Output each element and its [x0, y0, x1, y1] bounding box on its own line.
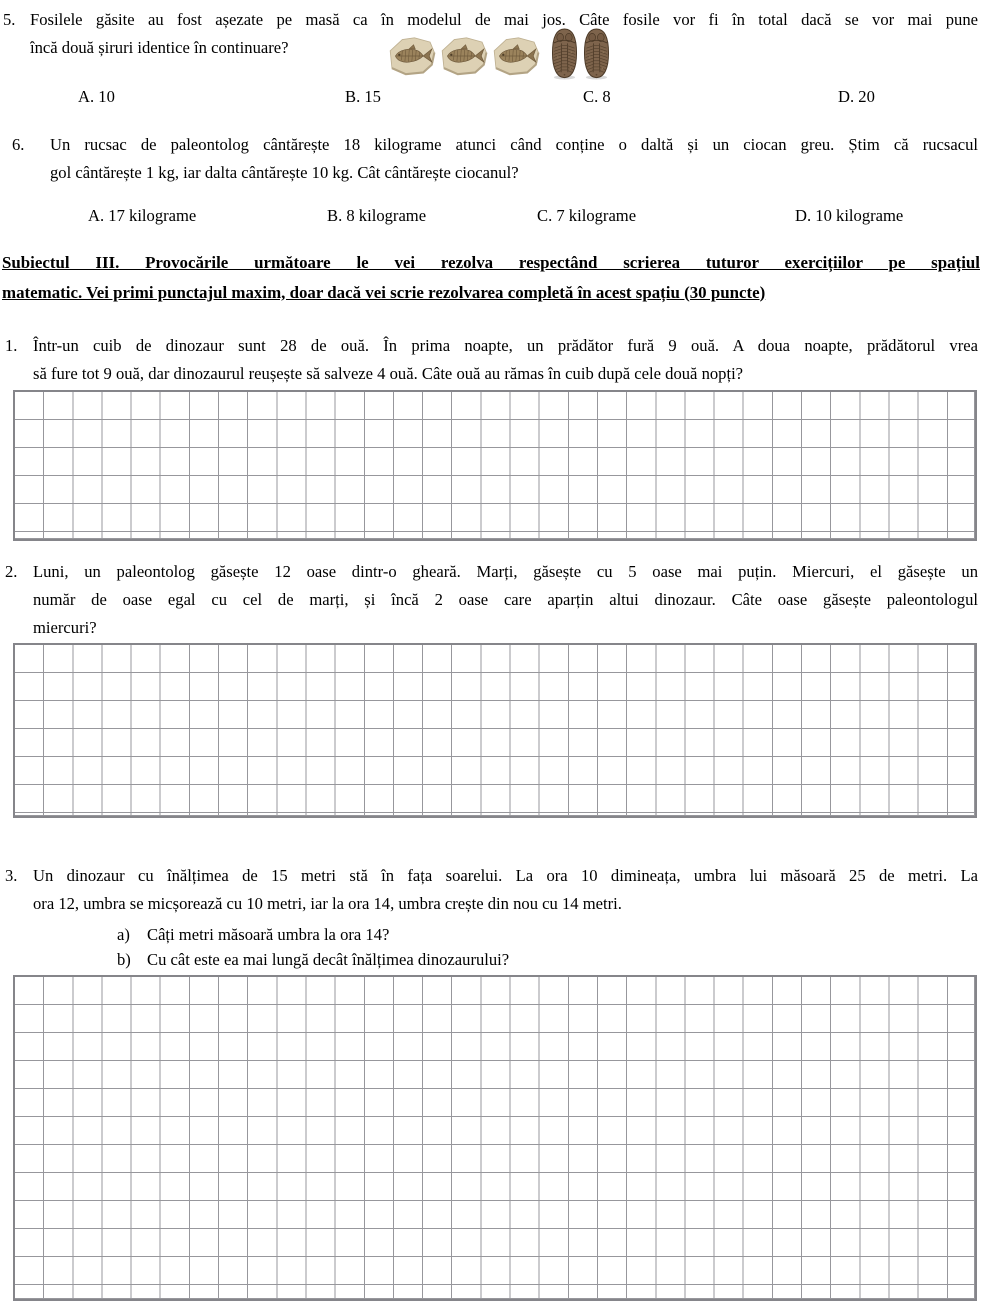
answer-option: B. 8 kilograme — [327, 206, 427, 225]
subitem-b-text: Cu cât este ea mai lungă decât înălțimea dinozaurului? — [147, 950, 510, 969]
trilobite-fossil-image — [583, 28, 610, 80]
answer-option: D. 20 — [838, 87, 875, 106]
problem-2 — [0, 558, 978, 642]
answer-option: C. 8 — [583, 87, 611, 106]
problem-1-line-2: să fure tot 9 ouă, dar dinozaurul reușește să salveze 4 ouă. Câte ouă au rămas în cuib după cele două nopți? — [33, 364, 744, 383]
subitem-b-label: b) — [117, 950, 131, 969]
question-6 — [0, 131, 978, 187]
question-6-line-2: gol cântărește 1 kg, iar dalta cântărește 10 kg. Cât cântărește ciocanul? — [50, 163, 519, 182]
section-3-header-line-1: Subiectul III. Provocările următoare le vei rezolva respectând scrierea tuturor exercițiilor pe spațiul — [2, 253, 980, 272]
section-3-header-line-2: matematic. Vei primi punctajul maxim, doar dacă vei scrie rezolvarea completă în acest spațiu (30 puncte) — [2, 282, 766, 302]
problem-1-number: 1. — [5, 336, 18, 355]
question-5-answers — [0, 83, 983, 111]
answer-option: D. 10 kilograme — [795, 206, 904, 225]
work-grid-1[interactable] — [13, 390, 977, 541]
section-3-header — [2, 248, 980, 307]
problem-2-line-3: miercuri? — [33, 618, 97, 637]
answer-option: B. 15 — [345, 87, 381, 106]
subitem-a-text: Câți metri măsoară umbra la ora 14? — [147, 925, 390, 944]
problem-2-line-1: Luni, un paleontolog găsește 12 oase dintr-o gheară. Marți, găsește cu 5 oase mai puțin. Miercuri, el găsește un — [33, 562, 978, 581]
answer-option: A. 17 kilograme — [88, 206, 197, 225]
question-6-line-1: Un rucsac de paleontolog cântărește 18 kilograme atunci când conține o daltă și un ciocan greu. Știm că rucsacul — [50, 135, 978, 154]
answer-option: C. 7 kilograme — [537, 206, 637, 225]
question-5-line-2: încă două șiruri identice în continuare? — [30, 38, 289, 57]
problem-3-number: 3. — [5, 866, 18, 885]
question-6-number: 6. — [12, 135, 25, 154]
problem-1 — [0, 332, 978, 388]
subitem-a-label: a) — [117, 925, 130, 944]
problem-3-line-1: Un dinozaur cu înălțimea de 15 metri stă în fața soarelui. La ora 10 dimineața, umbra lui măsoară 25 de metri. La — [33, 866, 978, 885]
work-grid-2[interactable] — [13, 643, 977, 818]
work-grid-3[interactable] — [13, 975, 977, 1301]
fish-fossil-image — [489, 33, 541, 79]
problem-3-line-2: ora 12, umbra se micșorează cu 10 metri, iar la ora 14, umbra crește din nou cu 14 metri. — [33, 894, 622, 913]
fish-fossil-image — [385, 33, 437, 79]
problem-2-line-2: număr de oase egal cu cel de marți, și încă 2 oase care aparțin altui dinozaur. Câte oase găsește paleontologul — [33, 590, 978, 609]
fish-fossil-image — [437, 33, 489, 79]
problem-3-subitem-a — [0, 921, 978, 949]
question-5-number: 5. — [3, 10, 16, 29]
question-6-answers — [0, 202, 983, 230]
question-5-line-1: Fosilele găsite au fost așezate pe masă ca în modelul de mai jos. Câte fosile vor fi în total dacă se vor mai pune — [30, 10, 978, 29]
answer-option: A. 10 — [78, 87, 115, 106]
fossil-images-row — [385, 28, 610, 80]
problem-3 — [0, 862, 978, 974]
problem-3-subitem-b — [0, 946, 978, 974]
trilobite-fossil-image — [551, 28, 578, 80]
problem-2-number: 2. — [5, 562, 18, 581]
problem-1-line-1: Într-un cuib de dinozaur sunt 28 de ouă. În prima noapte, un prădător fură 9 ouă. A doua noapte, prădătorul vrea — [33, 336, 978, 355]
